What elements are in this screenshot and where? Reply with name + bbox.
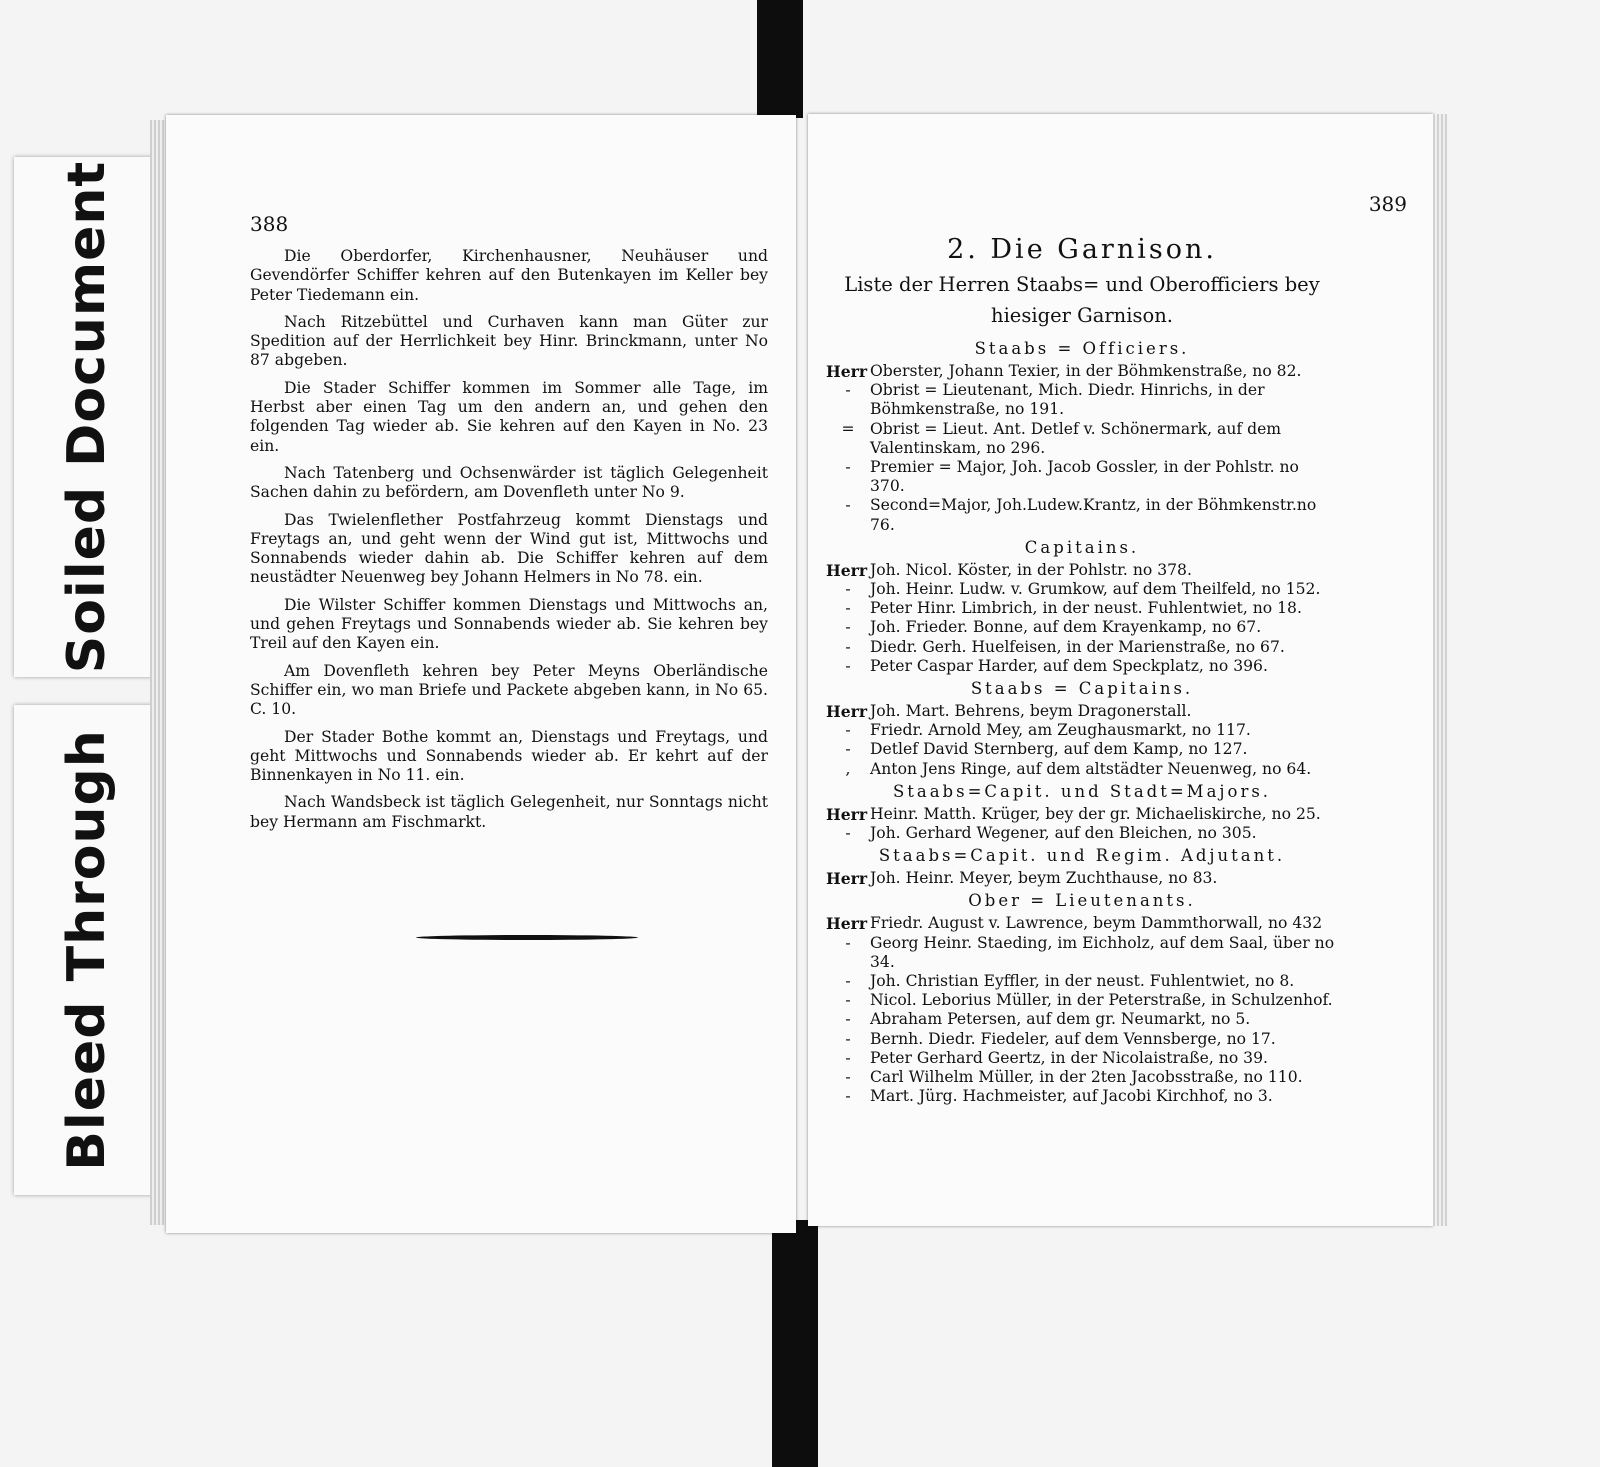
entry-prefix: Herr [826, 869, 868, 889]
soiled-document-text: Soiled Document [57, 160, 117, 674]
section-heading: Staabs=Capit. und Regim. Adjutant. [878, 846, 1286, 866]
chapter-subtitle-line: Liste der Herren Staabs= und Oberofficiers bey [844, 273, 1320, 296]
officer-entry [826, 1068, 1338, 1087]
officer-entry [826, 721, 1338, 740]
paragraph: Nach Ritzebüttel und Curhaven kann man Güter zur Spedition auf der Herrlichkeit bey Hinr. Brinckmann, unter No 87 abgeben. [250, 312, 768, 370]
entry-prefix: - [845, 496, 851, 515]
officer-entry [826, 599, 1338, 618]
officer-entry [826, 805, 1338, 824]
chapter-subtitle-line: hiesiger Garnison. [991, 304, 1173, 327]
entry-prefix: - [845, 656, 851, 675]
entry-prefix: - [845, 1068, 851, 1087]
officer-entry [826, 496, 1338, 534]
left-page [166, 115, 796, 1233]
entry-text: Obrist = Lieut. Ant. Detlef v. Schönermark, auf dem Valentinskam, no 296. [870, 419, 1282, 457]
section-heading: Capitains. [1024, 537, 1140, 557]
entry-prefix: - [845, 991, 851, 1010]
officer-entry [826, 934, 1338, 972]
entry-prefix: , [845, 759, 851, 778]
entry-prefix: - [845, 824, 851, 843]
entry-prefix: - [845, 381, 851, 400]
officer-entry [826, 638, 1338, 657]
paragraph: Der Stader Bothe kommt an, Dienstags und Freytags, und geht Mittwochs und Sonnabends wieder ab. Er kehrt auf der Binnenkayen in No 11. ein. [250, 727, 768, 785]
left-page-text [250, 247, 768, 840]
entry-text: Joh. Nicol. Köster, in der Pohlstr. no 378. [870, 560, 1192, 579]
paragraph: Die Oberdorfer, Kirchenhausner, Neuhäuser und Gevendörfer Schiffer kehren auf den Butenkayen im Keller bey Peter Tiedemann ein. [250, 247, 768, 304]
entry-text: Joh. Christian Eyffler, in der neust. Fuhlentwiet, no 8. [870, 972, 1295, 991]
section-heading: Staabs = Officiers. [974, 339, 1190, 358]
section-heading: Staabs=Capit. und Stadt=Majors. [892, 781, 1272, 801]
entry-text: Second=Major, Joh.Ludew.Krantz, in der Böhmkenstr.no 76. [870, 496, 1317, 534]
entry-prefix: - [845, 1048, 851, 1067]
officer-entry [826, 580, 1338, 599]
paragraph: Das Twielenflether Postfahrzeug kommt Dienstags und Freytags an, und geht wenn der Wind gut ist, Mittwochs und Sonnabends wieder dahin ab. Die Schiffer kehren auf dem neustädter Neuenweg bey Johann Helmers in No 78. ein. [250, 510, 768, 587]
paragraph: Nach Tatenberg und Ochsenwärder ist täglich Gelegenheit Sachen dahin zu befördern, am Dovenfleth unter No 9. [250, 463, 768, 502]
section-heading: Ober = Lieutenants. [968, 891, 1196, 911]
end-rule [416, 935, 638, 940]
page-number: 389 [1368, 192, 1407, 216]
garrison-list [826, 234, 1338, 1107]
officer-entry [826, 1087, 1338, 1106]
entry-text: Mart. Jürg. Hachmeister, auf Jacobi Kirchhof, no 3. [870, 1087, 1273, 1106]
entry-prefix: - [845, 580, 851, 599]
entry-text: Premier = Major, Joh. Jacob Gossler, in der Pohlstr. no 370. [870, 458, 1299, 496]
paragraph: Nach Wandsbeck ist täglich Gelegenheit, nur Sonntags nicht bey Hermann am Fischmarkt. [250, 793, 768, 831]
entry-prefix: - [845, 618, 851, 637]
entry-prefix: Herr [826, 804, 868, 824]
entry-prefix: - [845, 740, 851, 759]
officer-entry [826, 1030, 1338, 1049]
entry-text: Oberster, Johann Texier, in der Böhmkenstraße, no 82. [870, 362, 1302, 380]
officer-entry [826, 657, 1338, 676]
book-spine-bottom [772, 1220, 818, 1467]
entry-text: Friedr. Arnold Mey, am Zeughausmarkt, no 117. [870, 721, 1251, 740]
right-page [808, 114, 1433, 1226]
entry-prefix: - [845, 637, 851, 656]
entry-prefix: Herr [826, 914, 868, 934]
officer-entry [826, 1010, 1338, 1029]
entry-text: Joh. Gerhard Wegener, auf den Bleichen, no 305. [870, 824, 1257, 843]
entry-text: Bernh. Diedr. Fiedeler, auf dem Vennsberge, no 17. [870, 1029, 1276, 1048]
officer-entry [826, 381, 1338, 419]
entry-prefix: = [841, 419, 855, 438]
entry-prefix: - [845, 1010, 851, 1029]
officer-entry [826, 1049, 1338, 1068]
entry-text: Joh. Heinr. Meyer, beym Zuchthause, no 83. [870, 869, 1218, 888]
officer-entry [826, 420, 1338, 458]
entry-prefix: - [845, 458, 851, 477]
paragraph: Die Stader Schiffer kommen im Sommer alle Tage, im Herbst aber einen Tag um den andern an, und gehen den folgenden Tag wieder ab. Sie kehren auf den Kayen in No. 23 ein. [250, 378, 768, 455]
officer-entry [826, 362, 1338, 381]
officer-entry [826, 991, 1338, 1010]
entry-prefix: - [845, 933, 851, 952]
entry-text: Obrist = Lieutenant, Mich. Diedr. Hinrichs, in der Böhmkenstraße, no 191. [870, 381, 1265, 419]
entry-text: Abraham Petersen, auf dem gr. Neumarkt, no 5. [870, 1010, 1251, 1029]
officer-entry [826, 458, 1338, 496]
entry-text: Detlef David Sternberg, auf dem Kamp, no 127. [870, 740, 1248, 759]
entry-prefix: - [845, 1087, 851, 1106]
entry-text: Georg Heinr. Staeding, im Eichholz, auf dem Saal, über no 34. [870, 933, 1335, 971]
section-heading: Staabs = Capitains. [970, 679, 1194, 699]
officer-entry [826, 824, 1338, 843]
bleed-through-label [14, 705, 160, 1195]
entry-prefix: - [845, 972, 851, 991]
entry-prefix: Herr [826, 560, 868, 580]
entry-prefix: - [845, 599, 851, 618]
officer-entry [826, 561, 1338, 580]
officer-entry [826, 914, 1338, 933]
officer-entry [826, 760, 1338, 779]
entry-text: Peter Hinr. Limbrich, in der neust. Fuhlentwiet, no 18. [870, 599, 1302, 618]
officer-entry [826, 702, 1338, 721]
officer-sections [826, 339, 1338, 1107]
entry-prefix: Herr [826, 702, 868, 722]
bleed-through-text: Bleed Through [57, 729, 117, 1171]
paragraph: Die Wilster Schiffer kommen Dienstags und Mittwochs an, und gehen Freytags und Sonnabends wieder ab. Sie kehren bey Treil auf den Kayen ein. [250, 595, 768, 653]
entry-text: Peter Caspar Harder, auf dem Speckplatz, no 396. [870, 656, 1268, 675]
officer-entry [826, 618, 1338, 637]
entry-prefix: - [845, 1029, 851, 1048]
entry-text: Anton Jens Ringe, auf dem altstädter Neuenweg, no 64. [870, 759, 1312, 778]
entry-text: Heinr. Matth. Krüger, bey der gr. Michaeliskirche, no 25. [870, 804, 1321, 823]
officer-entry [826, 972, 1338, 991]
page-number: 388 [250, 212, 289, 236]
book-spine-top [757, 0, 803, 118]
entry-text: Friedr. August v. Lawrence, beym Dammthorwall, no 432 [870, 914, 1323, 933]
officer-entry [826, 740, 1338, 759]
entry-text: Joh. Frieder. Bonne, auf dem Krayenkamp, no 67. [870, 618, 1262, 637]
entry-text: Diedr. Gerh. Huelfeisen, in der Marienstraße, no 67. [870, 637, 1285, 656]
chapter-subtitle [826, 269, 1338, 331]
entry-text: Joh. Heinr. Ludw. v. Grumkow, auf dem Theilfeld, no 152. [870, 580, 1321, 599]
entry-prefix: - [845, 721, 851, 740]
entry-text: Peter Gerhard Geertz, in der Nicolaistraße, no 39. [870, 1048, 1268, 1067]
soiled-document-label [14, 157, 160, 677]
entry-text: Carl Wilhelm Müller, in der 2ten Jacobsstraße, no 110. [870, 1068, 1303, 1087]
entry-text: Nicol. Leborius Müller, in der Peterstraße, in Schulzenhof. [870, 991, 1333, 1010]
book-page-edges [150, 120, 166, 1225]
chapter-title: 2. Die Garnison. [947, 234, 1217, 265]
entry-text: Joh. Mart. Behrens, beym Dragonerstall. [870, 702, 1192, 721]
officer-entry [826, 869, 1338, 888]
paragraph: Am Dovenfleth kehren bey Peter Meyns Oberländische Schiffer ein, wo man Briefe und Packete abgeben kann, in No 65. C. 10. [250, 661, 768, 719]
entry-prefix: Herr [826, 362, 868, 381]
